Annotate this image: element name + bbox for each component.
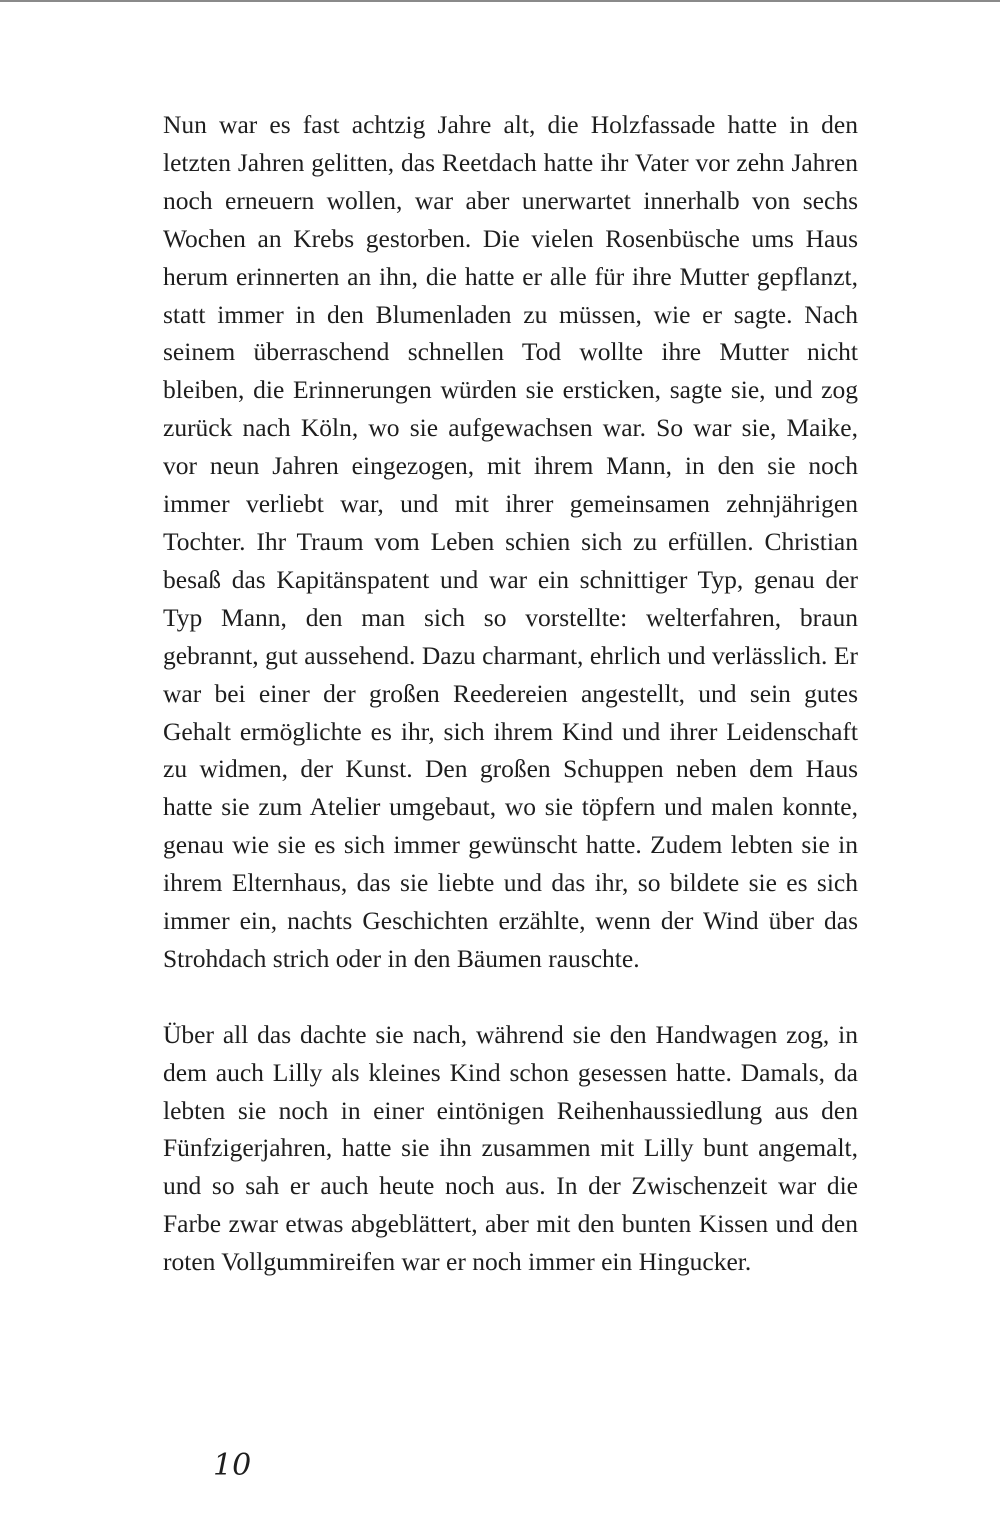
top-border-line xyxy=(0,0,1000,2)
paragraph-2: Über all das dachte sie nach, während sie den Handwagen zog, in dem auch Lilly als kleines Kind schon gesessen hatte. Damals, da lebten sie noch in einer eintönigen Reihenhaussiedlung aus den Fünfzigerjahren, hatte sie ihn zusammen mit Lilly bunt angemalt, und so sah er auch heute noch aus. In der Zwischenzeit war die Farbe zwar etwas abgeblättert, aber mit den bunten Kissen und den roten Vollgummireifen war er noch immer ein Hingucker. xyxy=(163,1019,858,1277)
paragraph-1: Nun war es fast achtzig Jahre alt, die Holzfassade hatte in den letzten Jahren gelitten, das Reetdach hatte ihr Vater vor zehn Jahren noch erneuern wollen, war aber unerwartet innerhalb von sechs Wochen an Krebs gestorben. Die vielen Rosenbüsche ums Haus herum erinnerten an ihn, die hatte er alle für ihre Mutter gepflanzt, statt immer in den Blumenladen zu müssen, wie er sagte. Nach seinem überraschend schnellen Tod wollte ihre Mutter nicht bleiben, die Erinnerungen würden sie ersticken, sagte sie, und zog zurück nach Köln, wo sie aufgewachsen war. So war sie, Maike, vor neun Jahren eingezogen, mit ihrem Mann, in den sie noch immer verliebt war, und mit ihrer gemeinsamen zehnjährigen Tochter. Ihr Traum vom Leben schien sich zu erfüllen. Christian besaß das Kapitänspatent und war ein schnittiger Typ, genau der Typ Mann, den man sich so vorstellte: welterfahren, braun gebrannt, gut aussehend. Dazu charmant, ehrlich und verlässlich. Er war bei einer der großen Reedereien angestellt, und sein gutes Gehalt ermöglichte es ihr, sich ihrem Kind und ihrer Leidenschaft zu widmen, der Kunst. Den großen Schuppen neben dem Haus hatte sie zum Atelier umgebaut, wo sie töpfern und malen konnte, genau wie sie es sich immer gewünscht hatte. Zudem lebten sie in ihrem Elternhaus, das sie liebte und das ihr, so bildete sie es sich immer ein, nachts Geschichten erzählte, wenn der Wind über das Strohdach strich oder in den Bäumen rauschte. xyxy=(163,110,858,973)
page-number: 10 xyxy=(213,1448,252,1483)
page-body-text xyxy=(163,106,858,1281)
